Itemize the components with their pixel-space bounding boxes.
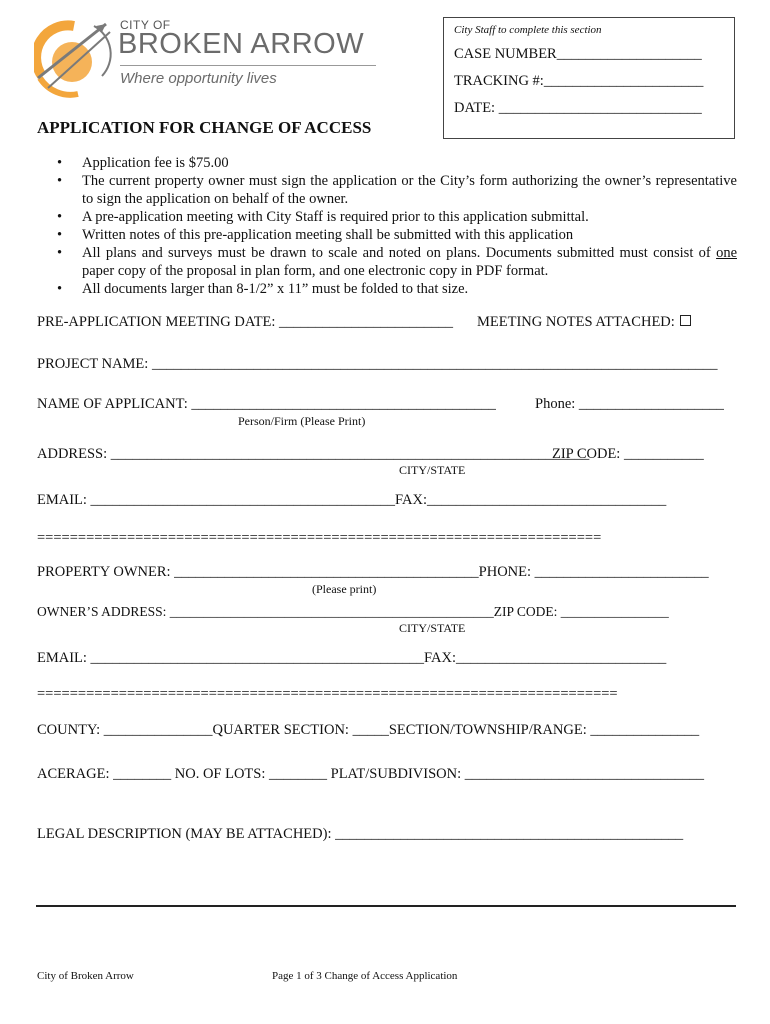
city-state-caption: CITY/STATE <box>399 463 466 477</box>
logo-divider <box>120 65 376 66</box>
person-firm-caption: Person/Firm (Please Print) <box>238 414 366 428</box>
applicant-phone-field[interactable]: Phone: ____________________ <box>535 396 724 412</box>
county-section-field[interactable]: COUNTY: _______________QUARTER SECTION: _____SECTION/TOWNSHIP/RANGE: _______________ <box>37 722 700 738</box>
bullet-icon: • <box>57 227 63 243</box>
applicant-address-field[interactable]: ADDRESS: __________________________________________________________________ <box>37 446 590 462</box>
page-title: APPLICATION FOR CHANGE OF ACCESS <box>37 118 372 137</box>
city-logo <box>34 18 384 98</box>
project-name-field[interactable]: PROJECT NAME: ______________________________________________________________________________ <box>37 356 718 372</box>
property-owner-field[interactable]: PROPERTY OWNER: __________________________________________PHONE: ________________________ <box>37 564 709 580</box>
footer-left: City of Broken Arrow <box>37 970 134 982</box>
requirement-item: • Application fee is $75.00 <box>57 155 229 171</box>
bullet-icon: • <box>57 155 63 171</box>
bullet-icon: • <box>57 245 63 261</box>
logo-city-of: CITY OF <box>120 18 171 32</box>
requirement-item: • A pre-application meeting with City Staff is required prior to this application submittal. <box>57 209 589 225</box>
please-print-caption: (Please print) <box>312 582 377 596</box>
acreage-lots-plat-field[interactable]: ACERAGE: ________ NO. OF LOTS: ________ PLAT/SUBDIVISON: _________________________________ <box>37 766 705 782</box>
tracking-number-field[interactable]: TRACKING #:______________________ <box>454 73 704 89</box>
footer-rule <box>36 905 736 907</box>
meeting-notes-attached-label: MEETING NOTES ATTACHED: <box>477 314 691 331</box>
logo-city-name: BROKEN ARROW <box>118 28 365 60</box>
requirement-item: • All documents larger than 8-1/2” x 11” must be folded to that size. <box>57 281 469 297</box>
meeting-notes-checkbox[interactable] <box>680 315 691 326</box>
section-separator: ======================================================================= <box>37 686 618 702</box>
applicant-zip-field[interactable]: ZIP CODE: ___________ <box>552 446 704 462</box>
applicant-email-fax-field[interactable]: EMAIL: __________________________________________FAX:_________________________________ <box>37 492 667 508</box>
bullet-icon: • <box>57 281 63 297</box>
requirement-item: • Written notes of this pre-application meeting shall be submitted with this application <box>57 227 574 243</box>
pre-app-meeting-date-field[interactable]: PRE-APPLICATION MEETING DATE: ________________________ <box>37 314 454 330</box>
staff-note: City Staff to complete this section <box>454 24 602 36</box>
legal-description-field[interactable]: LEGAL DESCRIPTION (MAY BE ATTACHED): ________________________________________________ <box>37 826 684 842</box>
bullet-icon: • <box>57 173 63 189</box>
city-staff-section <box>443 17 735 139</box>
bullet-icon: • <box>57 209 63 225</box>
owner-address-field[interactable]: OWNER’S ADDRESS: ________________________________________________ZIP CODE: ________________ <box>37 604 669 619</box>
section-separator: ===================================================================== <box>37 530 602 546</box>
broken-arrow-logo-icon <box>34 18 114 98</box>
staff-date-field[interactable]: DATE: ____________________________ <box>454 100 702 116</box>
requirement-item: • All plans and surveys must be drawn to scale and noted on plans. Documents submitted must consist of one paper copy of the proposal in plan form, and one electronic copy in PDF format. <box>57 245 737 279</box>
city-state-caption: CITY/STATE <box>399 621 466 635</box>
requirement-item: • The current property owner must sign the application or the City’s form authorizing the owner’s representative to sign the application on behalf of the owner. <box>57 173 737 207</box>
owner-email-fax-field[interactable]: EMAIL: ______________________________________________FAX:_____________________________ <box>37 650 667 666</box>
footer-page-info: Page 1 of 3 Change of Access Application <box>272 970 458 982</box>
requirements-list <box>37 154 737 298</box>
case-number-field[interactable]: CASE NUMBER____________________ <box>454 46 702 62</box>
logo-tagline: Where opportunity lives <box>120 70 277 87</box>
applicant-name-field[interactable]: NAME OF APPLICANT: __________________________________________ <box>37 396 496 412</box>
